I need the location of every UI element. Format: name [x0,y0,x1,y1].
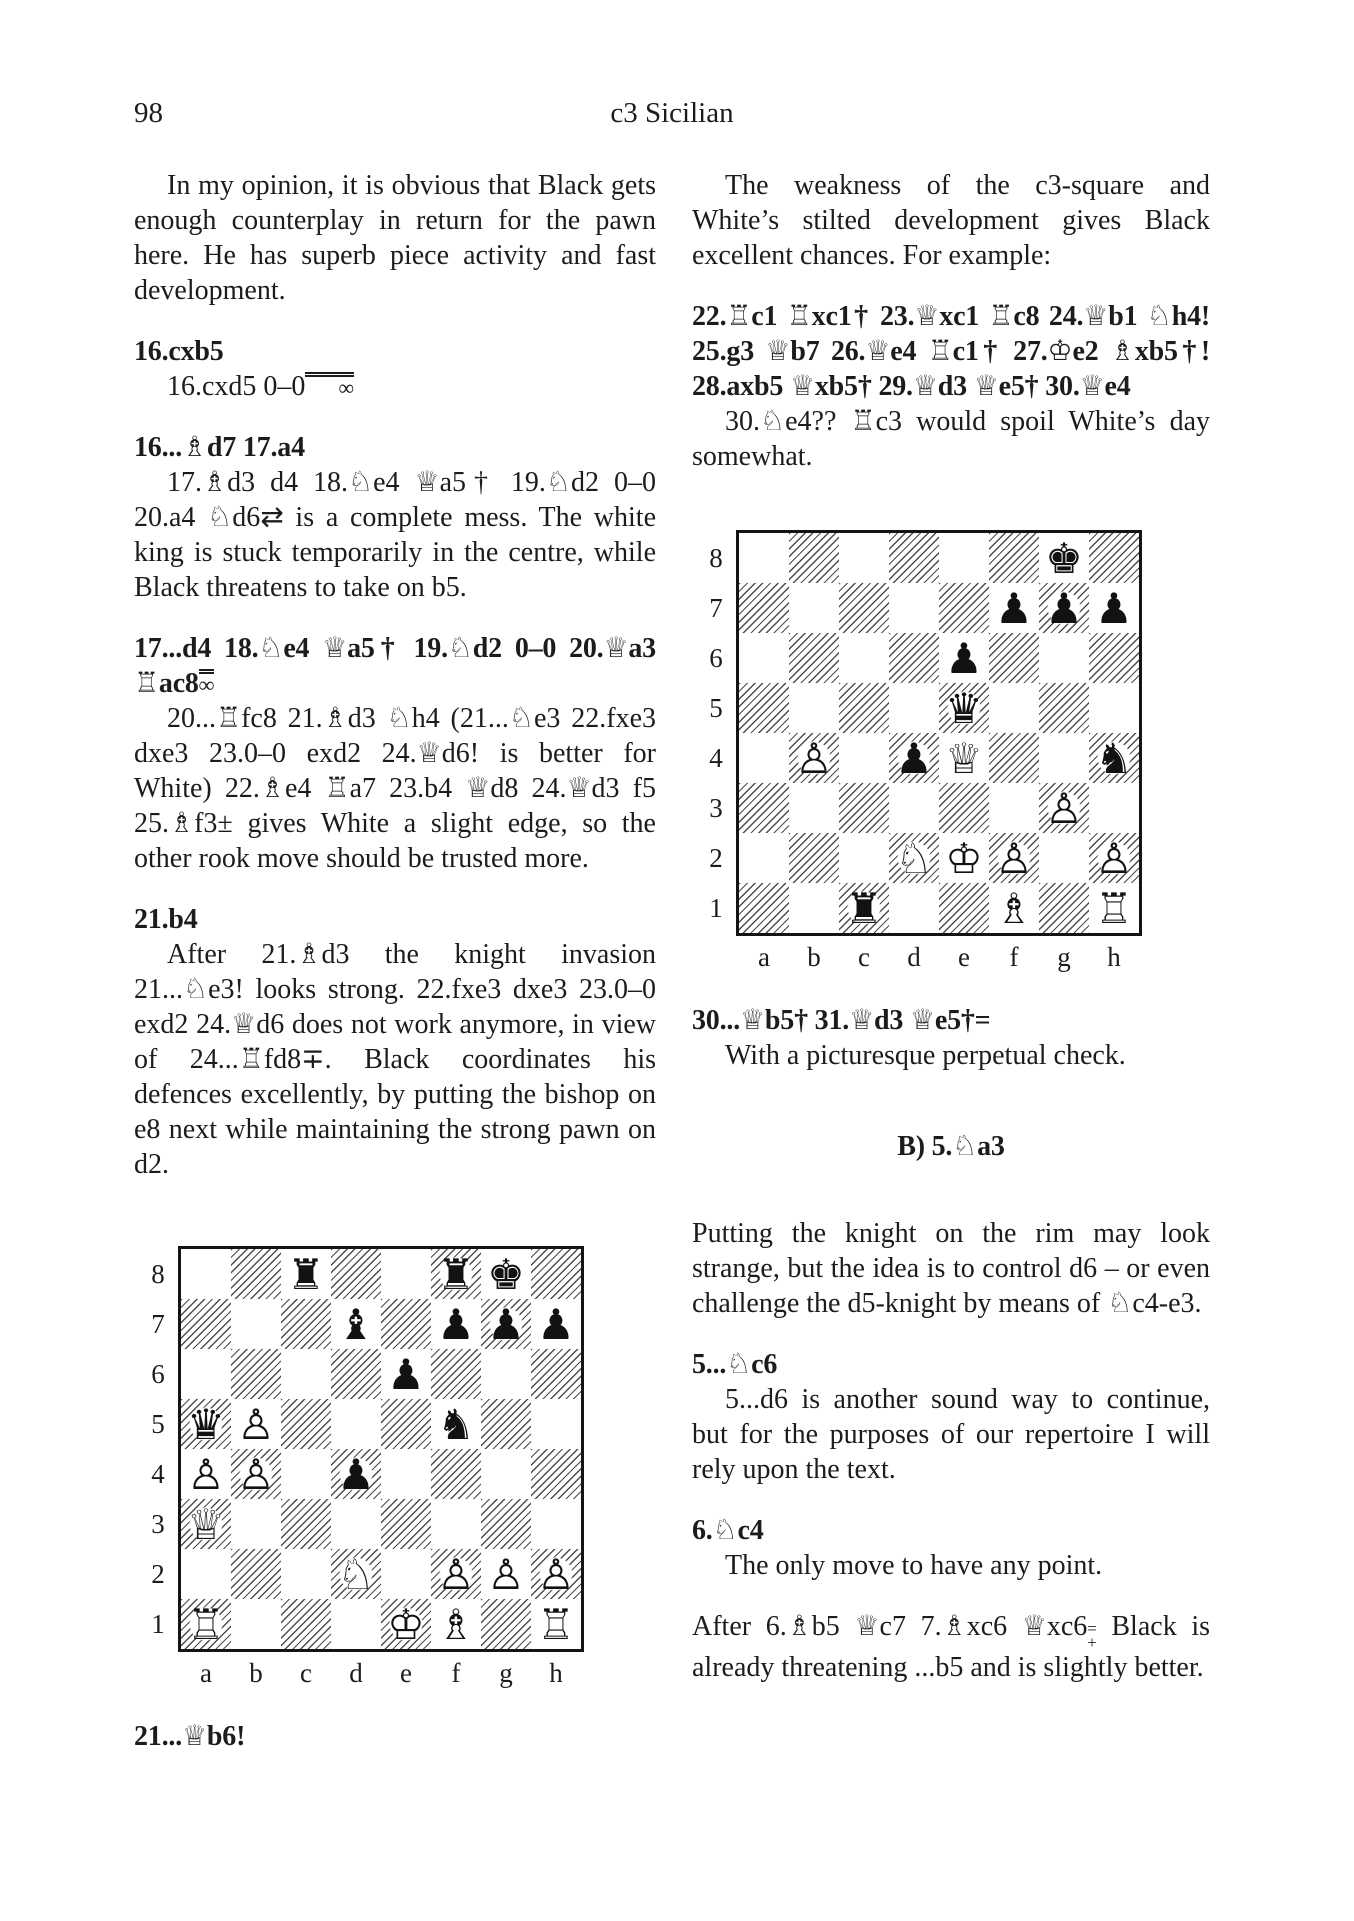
black-pawn-piece: ♟ [1091,585,1137,631]
board-square [1039,683,1089,733]
board-square [739,733,789,783]
black-knight-piece: ♞ [433,1401,479,1447]
black-king-piece: ♚ [483,1251,529,1297]
black-queen-piece: ♛ [941,685,987,731]
black-pawn-piece: ♟ [891,735,937,781]
board-square [1039,883,1089,933]
board-square [889,883,939,933]
black-rook-piece: ♜ [841,885,887,931]
board-square [789,633,839,683]
left-column [134,168,656,1754]
chess-diagram [138,1246,656,1691]
board-square [331,1499,381,1549]
board-square [939,733,989,783]
section-heading: B) 5.♘a3 [897,1131,1005,1162]
black-rook-piece: ♜ [283,1251,329,1297]
paragraph: 30.♘e4?? ♖c3 would spoil White’s day somewhat. [692,406,1210,472]
board-square [989,733,1039,783]
chess-board [178,1246,584,1652]
board-square [531,1599,581,1649]
board-square [739,783,789,833]
file-label: a [758,942,770,972]
board-square [381,1449,431,1499]
board-square [181,1599,231,1649]
board-square [481,1299,531,1349]
black-bishop-piece: ♝ [333,1301,379,1347]
black-slightly-better-symbol: = + [1087,1618,1097,1652]
board-square [939,833,989,883]
board-square [231,1499,281,1549]
board-square [431,1499,481,1549]
rank-label: 4 [151,1458,165,1489]
file-label: d [907,942,921,972]
black-pawn-piece: ♟ [991,585,1037,631]
board-square [939,883,989,933]
paragraph: After 6.♗b5 ♕c7 7.♗xc6 ♕xc6 = + Black is already threatening ...b5 and is slightly better. [692,1611,1210,1684]
board-square [531,1499,581,1549]
paragraph: 17.♗d3 d4 18.♘e4 ♕a5† 19.♘d2 0–0 20.a4 ♘d6⇄ is a complete mess. The white king is stuck temporarily in the centre, while Black threatens to take on b5. [134,467,656,603]
file-label: e [958,942,970,972]
white-pawn-piece: ♙ [991,835,1037,881]
file-label: f [1009,942,1019,972]
rank-label: 8 [709,542,723,573]
board-square [181,1399,231,1449]
paragraph: The weakness of the c3-square and White’s stilted development gives Black excellent chances. For example: [692,170,1210,271]
rank-label: 4 [709,742,723,773]
board-square [181,1449,231,1499]
board-square [531,1249,581,1299]
file-label: g [1057,942,1071,972]
rank-label: 1 [151,1608,165,1639]
board-square [281,1299,331,1349]
board-square [889,783,939,833]
white-king-piece: ♔ [383,1601,429,1647]
board-square [889,833,939,883]
board-square [481,1349,531,1399]
two-column-layout [134,168,1210,1754]
file-label: e [400,1658,412,1688]
board-square [381,1249,431,1299]
board-square [181,1549,231,1599]
board-square [939,633,989,683]
board-square [431,1549,481,1599]
move-line: 22.♖c1 ♖xc1† 23.♕xc1 ♖c8 24.♕b1 ♘h4! 25.g3 ♕b7 26.♕e4 ♖c1† 27.♔e2 ♗xb5†! 28.axb5 ♕xb5† 29.♕d3 ♕e5† 30.♕e4 [692,301,1210,402]
board-square [481,1449,531,1499]
white-pawn-piece: ♙ [533,1551,579,1597]
board-square [381,1499,431,1549]
board-square [789,833,839,883]
paragraph: The only move to have any point. [725,1550,1103,1581]
board-square [789,583,839,633]
white-pawn-piece: ♙ [1041,785,1087,831]
board-square [431,1399,481,1449]
move-line: 16...♗d7 17.a4 [134,432,305,463]
board-square [481,1549,531,1599]
board-square [889,683,939,733]
with-compensation-symbol: ∞ [305,372,354,400]
rank-labels [696,530,736,936]
board-square [989,833,1039,883]
board-square [331,1399,381,1449]
move-line: 21...♕b6! [134,1721,246,1752]
board-square [789,783,839,833]
board-square [231,1449,281,1499]
board-square [331,1349,381,1399]
board-square [281,1449,331,1499]
file-label: a [200,1658,212,1688]
board-square [1089,583,1139,633]
black-pawn-piece: ♟ [941,635,987,681]
board-square [839,783,889,833]
board-square [889,583,939,633]
rank-label: 1 [709,892,723,923]
board-square [231,1599,281,1649]
black-knight-piece: ♞ [1091,735,1137,781]
white-pawn-piece: ♙ [483,1551,529,1597]
board-square [839,683,889,733]
move-line: 17...d4 18.♘e4 ♕a5† 19.♘d2 0–0 20.♕a3 ♖ac8∞ [134,633,656,699]
board-square [1089,633,1139,683]
board-square [989,533,1039,583]
rank-label: 3 [151,1508,165,1539]
board-square [1039,733,1089,783]
board-square [381,1399,431,1449]
move-line: 6.♘c4 [692,1515,764,1546]
file-labels [181,1656,656,1691]
board-square [989,783,1039,833]
paragraph: 5...d6 is another sound way to continue, but for the purposes of our repertoire I will rely upon the text. [692,1384,1210,1485]
board-square [739,833,789,883]
right-column [692,168,1210,1685]
board-square [889,733,939,783]
board-square [989,883,1039,933]
file-label: h [1107,942,1121,972]
board-square [531,1299,581,1349]
board-square [381,1599,431,1649]
black-pawn-piece: ♟ [383,1351,429,1397]
page-title: c3 Sicilian [610,97,734,129]
chess-board [736,530,1142,936]
board-square [231,1299,281,1349]
board-square [839,633,889,683]
white-rook-piece: ♖ [533,1601,579,1647]
board-square [331,1299,381,1349]
rank-label: 2 [151,1558,165,1589]
white-pawn-piece: ♙ [233,1451,279,1497]
board-square [281,1249,331,1299]
black-king-piece: ♚ [1041,535,1087,581]
move-line: 21.b4 [134,904,198,935]
board-square [281,1399,331,1449]
board-square [181,1299,231,1349]
white-rook-piece: ♖ [1091,885,1137,931]
board-square [839,883,889,933]
page-number: 98 [134,97,163,129]
black-pawn-piece: ♟ [433,1301,479,1347]
board-square [939,683,989,733]
black-pawn-piece: ♟ [1041,585,1087,631]
white-pawn-piece: ♙ [791,735,837,781]
paragraph: With a picturesque perpetual check. [725,1040,1126,1071]
board-square [231,1399,281,1449]
board-square [739,883,789,933]
rank-label: 6 [151,1358,165,1389]
file-label: b [249,1658,263,1688]
rank-label: 5 [709,692,723,723]
paragraph: Putting the knight on the rim may look strange, but the idea is to control d6 – or even challenge the d5-knight by means of ♘c4-e3. [692,1218,1210,1319]
white-king-piece: ♔ [941,835,987,881]
move-line: 30...♕b5† 31.♕d3 ♕e5†= [692,1005,991,1036]
board-square [889,633,939,683]
board-square [531,1449,581,1499]
paragraph: In my opinion, it is obvious that Black gets enough counterplay in return for the pawn here. He has superb piece activity and fast development. [134,170,656,306]
board-square [231,1249,281,1299]
black-queen-piece: ♛ [183,1401,229,1447]
board-square [481,1499,531,1549]
board-square [739,633,789,683]
paragraph: After 21.♗d3 the knight invasion 21...♘e3! looks strong. 22.fxe3 dxe3 23.0–0 exd2 24.♕d6 does not work anymore, in view of 24...♖fd8∓. Black coordinates his defences excellently, by putting the bishop on e8 next while maintaining the strong pawn on d2. [134,939,656,1180]
file-label: d [349,1658,363,1688]
board-square [739,683,789,733]
file-label: h [549,1658,563,1688]
paragraph: 20...♖fc8 21.♗d3 ♘h4 (21...♘e3 22.fxe3 dxe3 23.0–0 exd2 24.♕d6! is better for White) 22.♗e4 ♖a7 23.b4 ♕d8 24.♕d3 f5 25.♗f3± gives White a slight edge, so the other rook move should be trusted more. [134,703,656,874]
board-square [231,1349,281,1399]
board-square [381,1299,431,1349]
rank-labels [138,1246,178,1652]
black-pawn-piece: ♟ [533,1301,579,1347]
move-line: 5...♘c6 [692,1349,778,1380]
board-square [481,1399,531,1449]
chess-diagram [696,530,1210,975]
board-square [839,583,889,633]
board-square [381,1549,431,1599]
board-square [281,1549,331,1599]
board-square [431,1349,481,1399]
board-square [839,733,889,783]
rank-label: 3 [709,792,723,823]
black-rook-piece: ♜ [433,1251,479,1297]
board-square [939,583,989,633]
board-square [431,1249,481,1299]
rank-label: 7 [709,592,723,623]
board-square [989,683,1039,733]
move-line: 16.cxb5 [134,336,224,367]
white-pawn-piece: ♙ [433,1551,479,1597]
board-square [939,783,989,833]
board-square [739,533,789,583]
file-label: g [499,1658,513,1688]
board-square [281,1599,331,1649]
board-square [531,1349,581,1399]
white-knight-piece: ♘ [333,1551,379,1597]
file-label: b [807,942,821,972]
white-knight-piece: ♘ [891,835,937,881]
board-square [789,533,839,583]
board-square [431,1599,481,1649]
board-square [331,1549,381,1599]
white-bishop-piece: ♗ [991,885,1037,931]
black-pawn-piece: ♟ [483,1301,529,1347]
board-square [281,1499,331,1549]
board-square [1039,783,1089,833]
board-square [181,1349,231,1399]
file-labels [739,940,1210,975]
board-square [181,1499,231,1549]
rank-label: 7 [151,1308,165,1339]
board-square [331,1249,381,1299]
rank-label: 8 [151,1258,165,1289]
board-square [1089,733,1139,783]
board-square [331,1449,381,1499]
rank-label: 2 [709,842,723,873]
board-square [1089,533,1139,583]
black-pawn-piece: ♟ [333,1451,379,1497]
board-square [1039,633,1089,683]
board-square [789,883,839,933]
board-square [839,533,889,583]
board-square [1089,683,1139,733]
rank-label: 6 [709,642,723,673]
rank-label: 5 [151,1408,165,1439]
white-pawn-piece: ♙ [1091,835,1137,881]
board-square [939,533,989,583]
board-square [989,633,1039,683]
board-square [181,1249,231,1299]
white-pawn-piece: ♙ [183,1451,229,1497]
paragraph: 16.cxd5 0–0 ∞ [167,371,354,402]
file-label: f [451,1658,461,1688]
board-square [1039,583,1089,633]
board-square [839,833,889,883]
with-compensation-symbol: ∞ [199,669,214,697]
board-square [231,1549,281,1599]
board-square [789,733,839,783]
board-square [431,1299,481,1349]
board-square [1089,883,1139,933]
board-square [1089,783,1139,833]
board-square [789,683,839,733]
board-square [531,1549,581,1599]
white-queen-piece: ♕ [183,1501,229,1547]
board-square [381,1349,431,1399]
board-square [1039,533,1089,583]
board-square [431,1449,481,1499]
board-square [331,1599,381,1649]
page-header [134,96,1210,130]
white-pawn-piece: ♙ [233,1401,279,1447]
board-square [989,583,1039,633]
board-square [889,533,939,583]
file-label: c [300,1658,312,1688]
board-square [481,1599,531,1649]
white-bishop-piece: ♗ [433,1601,479,1647]
file-label: c [858,942,870,972]
board-square [1089,833,1139,883]
white-rook-piece: ♖ [183,1601,229,1647]
board-square [531,1399,581,1449]
white-queen-piece: ♕ [941,735,987,781]
board-square [739,583,789,633]
board-square [281,1349,331,1399]
board-square [1039,833,1089,883]
board-square [481,1249,531,1299]
